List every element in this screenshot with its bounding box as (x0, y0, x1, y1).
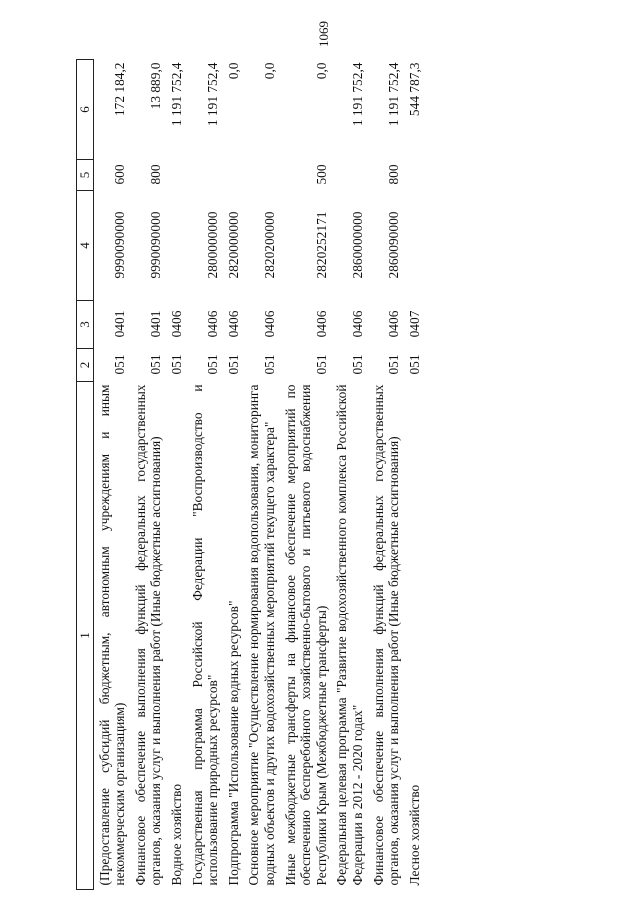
table-row (166, 60, 187, 890)
page-number (304, 18, 344, 50)
row-csr: 2820000000 (225, 211, 241, 279)
row-csr (404, 191, 425, 301)
table-row (368, 60, 404, 890)
row-ved: 051 (168, 354, 184, 375)
row-ved: 051 (406, 354, 422, 375)
header-col-6: 6 (77, 60, 94, 160)
budget-table (76, 59, 424, 890)
row-rz: 0406 (225, 310, 241, 338)
table-row (93, 60, 130, 890)
row-ved: 051 (112, 354, 128, 375)
header-col-5: 5 (77, 160, 94, 191)
row-rz: 0406 (261, 310, 277, 338)
page-number-text: 1069 (316, 21, 331, 47)
header-col-4: 4 (77, 191, 94, 301)
row-sum: 1 191 752,4 (205, 62, 221, 127)
table-header-row (77, 60, 94, 890)
row-ved: 051 (349, 354, 365, 375)
row-name: Иные межбюджетные трансферты на финансовое обеспечение мероприятий по обеспечению бесперебойного хозяйственно-бытового и питьевого водоснабжения Республики Крым (Межбюджетные трансферты) (282, 384, 329, 886)
row-vr (187, 160, 223, 191)
row-vr (243, 160, 279, 191)
row-sum: 13 889,0 (148, 62, 164, 110)
row-sum: 544 787,3 (406, 62, 422, 117)
row-ved: 051 (148, 354, 164, 375)
row-vr: 600 (112, 164, 128, 185)
row-sum: 0,0 (225, 62, 241, 80)
row-vr: 500 (313, 164, 329, 185)
row-rz: 0406 (386, 310, 402, 338)
row-sum: 1 191 752,4 (386, 62, 402, 127)
table-row (187, 60, 223, 890)
row-name: Подпрограмма "Использование водных ресурсов" (225, 600, 241, 886)
row-name: Водное хозяйство (168, 783, 184, 886)
table-row (280, 60, 332, 890)
row-ved: 051 (225, 354, 241, 375)
row-rz: 0407 (406, 310, 422, 338)
row-ved: 051 (205, 354, 221, 375)
header-col-3: 3 (77, 301, 94, 349)
table-row (223, 60, 244, 890)
row-vr (166, 160, 187, 191)
row-rz: 0406 (205, 310, 221, 338)
row-csr: 2800000000 (205, 211, 221, 279)
row-rz: 0406 (168, 310, 184, 338)
row-rz: 0406 (349, 310, 365, 338)
row-vr: 800 (386, 164, 402, 185)
row-name: Финансовое обеспечение выполнения функций федеральных государственных органов, оказания услуг и выполнения работ (Иные бюджетные ассигнования) (370, 384, 402, 886)
row-sum: 1 191 752,4 (168, 62, 184, 127)
row-csr: 2820200000 (261, 211, 277, 279)
row-csr (166, 191, 187, 301)
row-vr (404, 160, 425, 191)
row-vr: 800 (148, 164, 164, 185)
table-container (76, 60, 606, 890)
row-sum: 1 191 752,4 (349, 62, 365, 127)
table-row (130, 60, 166, 890)
table-row (404, 60, 425, 890)
rotated-page (76, 60, 606, 890)
header-col-2: 2 (77, 349, 94, 382)
row-ved: 051 (386, 354, 402, 375)
header-col-1: 1 (77, 382, 94, 890)
row-csr: 9990090000 (148, 211, 164, 279)
row-rz: 0401 (148, 310, 164, 338)
row-sum: 0,0 (313, 62, 329, 80)
row-csr: 9990090000 (112, 211, 128, 279)
row-name: Финансовое обеспечение выполнения функций федеральных государственных органов, оказания услуг и выполнения работ (Иные бюджетные ассигнования) (132, 384, 164, 886)
row-name: Основное мероприятие "Осуществление нормирования водопользования, мониторинга водных объектов и других водохозяйственных мероприятий текущего характера" (246, 384, 277, 886)
row-name: Федеральная целевая программа "Развитие водохозяйственного комплекса Российской Федерации в 2012 - 2020 годах" (334, 384, 365, 886)
table-row (243, 60, 279, 890)
row-ved: 051 (261, 354, 277, 375)
row-sum: 0,0 (261, 62, 277, 80)
row-name: Лесное хозяйство (406, 784, 422, 886)
row-name: Государственная программа Российской Федерации "Воспроизводство и использование природных ресурсов" (189, 384, 221, 886)
table-row (331, 60, 367, 890)
row-sum: 172 184,2 (112, 62, 128, 117)
row-name: (Предоставление субсидий бюджетным, автономным учреждениям и иным некоммерческим организациям) (96, 384, 128, 886)
row-vr (331, 160, 367, 191)
row-csr: 2860000000 (349, 211, 365, 279)
row-vr (223, 160, 244, 191)
row-rz: 0406 (313, 310, 329, 338)
row-csr: 2820252171 (313, 211, 329, 279)
row-rz: 0401 (112, 310, 128, 338)
row-ved: 051 (313, 354, 329, 375)
row-csr: 2860090000 (386, 211, 402, 279)
